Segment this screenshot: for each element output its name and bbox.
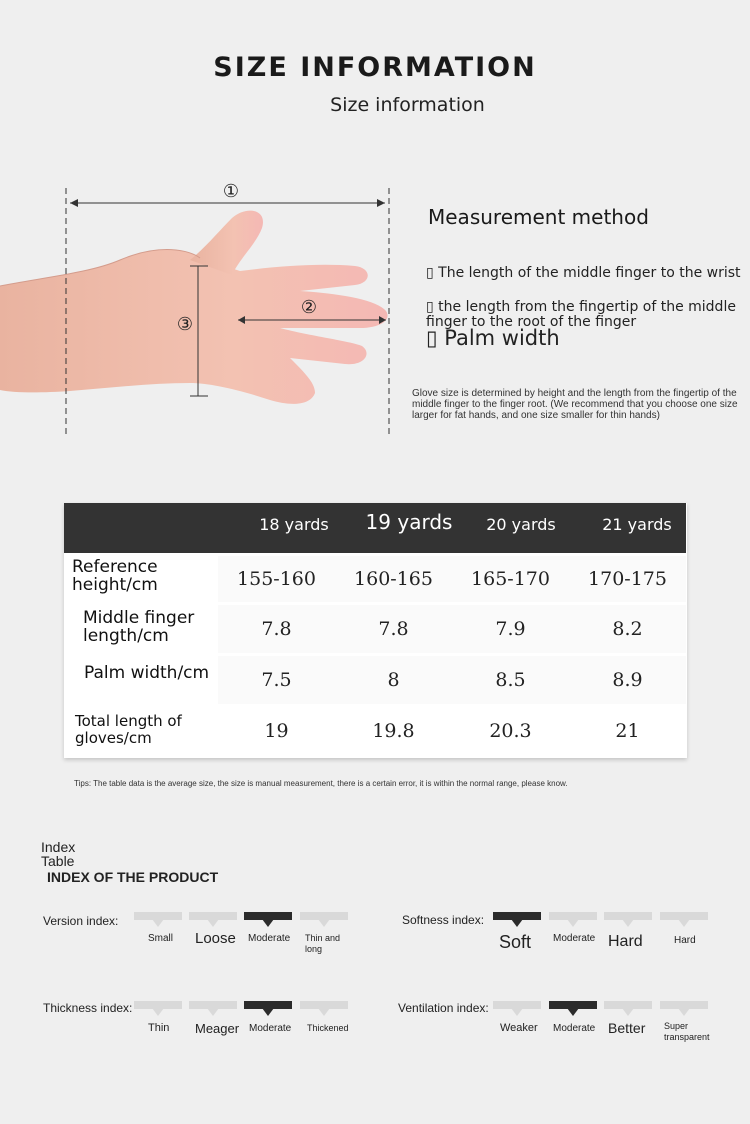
table-cell: 165-170 [452, 556, 569, 602]
hand-icon [0, 211, 388, 404]
version-index-segment-selected [244, 912, 292, 920]
thickness-index-segment [134, 1001, 182, 1009]
column-header: 18 yards [259, 515, 329, 534]
method-item-2: ▯ the length from the fingertip of the middle finger to the root of the finger [426, 299, 736, 330]
table-cell: 7.5 [218, 656, 335, 704]
column-header: 21 yards [602, 515, 672, 534]
softness-option: Moderate [553, 933, 596, 944]
thickness-option: Thin [148, 1022, 170, 1034]
ventilation-option: Weaker [500, 1022, 538, 1034]
page-subtitle: Size information [330, 94, 485, 116]
version-option: Thin and long [305, 933, 341, 954]
column-header: 20 yards [486, 515, 556, 534]
marker-1: ① [222, 181, 240, 202]
row-label: Total length of gloves/cm [75, 712, 182, 747]
ventilation-index-segment-selected [549, 1001, 597, 1009]
version-index-label: Version index: [43, 914, 119, 928]
marker-2: ② [300, 297, 318, 318]
size-table [64, 503, 687, 758]
version-option: Moderate [248, 933, 291, 944]
table-cell: 8.5 [452, 656, 569, 704]
measurement-method-title: Measurement method [428, 205, 649, 229]
ventilation-option: Moderate [553, 1023, 596, 1034]
table-cell: 7.8 [335, 605, 452, 653]
table-cell: 160-165 [335, 556, 452, 602]
table-cell: 8 [335, 656, 452, 704]
table-cell: 19.8 [372, 720, 415, 742]
thickness-option: Moderate [249, 1023, 292, 1034]
version-option: Small [148, 933, 174, 944]
softness-index-segment [549, 912, 597, 920]
table-cell: 21 [615, 720, 640, 742]
thickness-index-segment-selected [244, 1001, 292, 1009]
thickness-option: Thickened [307, 1023, 349, 1033]
softness-index-segment [604, 912, 652, 920]
ventilation-option: Super transparent [664, 1021, 710, 1042]
table-cell: 8.9 [569, 656, 686, 704]
table-cell: 19 [264, 720, 289, 742]
softness-option: Soft [499, 932, 532, 952]
version-option: Loose [195, 930, 236, 947]
method-item-1: ▯ The length of the middle finger to the wrist [426, 265, 741, 281]
version-index-segment [300, 912, 348, 920]
table-header [64, 503, 686, 553]
table-cell: 8.2 [569, 605, 686, 653]
table-cell: 20.3 [489, 720, 532, 742]
table-cell: 170-175 [569, 556, 686, 602]
size-note: Glove size is determined by height and the length from the fingertip of the middle finger to the finger root. (We recommend that you choose one size larger for fat hands, and one size smaller for thin hands) [412, 388, 738, 421]
thickness-index-segment [189, 1001, 237, 1009]
index-title: INDEX OF THE PRODUCT [47, 869, 219, 885]
table-cell: 155-160 [218, 556, 335, 602]
index-heading: Index Table [41, 839, 76, 869]
page-title: SIZE INFORMATION [213, 52, 537, 83]
method-item-3: ▯ Palm width [426, 326, 560, 350]
softness-index-label: Softness index: [402, 913, 485, 927]
row-label: Middle finger length/cm [83, 608, 195, 646]
ventilation-option: Better [608, 1020, 646, 1036]
version-index-segment [189, 912, 237, 920]
row-label: Palm width/cm [84, 663, 210, 683]
softness-index-segment [660, 912, 708, 920]
thickness-index-label: Thickness index: [43, 1001, 133, 1015]
table-tips: Tips: The table data is the average size, the size is manual measurement, there is a certain error, it is within the normal range, please know. [74, 779, 568, 788]
ventilation-index-segment [493, 1001, 541, 1009]
ventilation-index-segment [604, 1001, 652, 1009]
ventilation-index-label: Ventilation index: [398, 1001, 489, 1015]
softness-option: Hard [608, 933, 643, 950]
softness-option: Hard [674, 935, 696, 946]
marker-3: ③ [176, 314, 194, 335]
column-header: 19 yards [365, 510, 453, 534]
hand-measurement-diagram [0, 178, 400, 440]
table-cell: 7.9 [452, 605, 569, 653]
ventilation-index-segment [660, 1001, 708, 1009]
table-cell: 7.8 [218, 605, 335, 653]
row-label: Reference height/cm [72, 557, 158, 595]
softness-index-segment-selected [493, 912, 541, 920]
thickness-option: Meager [195, 1021, 240, 1036]
version-index-segment [134, 912, 182, 920]
thickness-index-segment [300, 1001, 348, 1009]
